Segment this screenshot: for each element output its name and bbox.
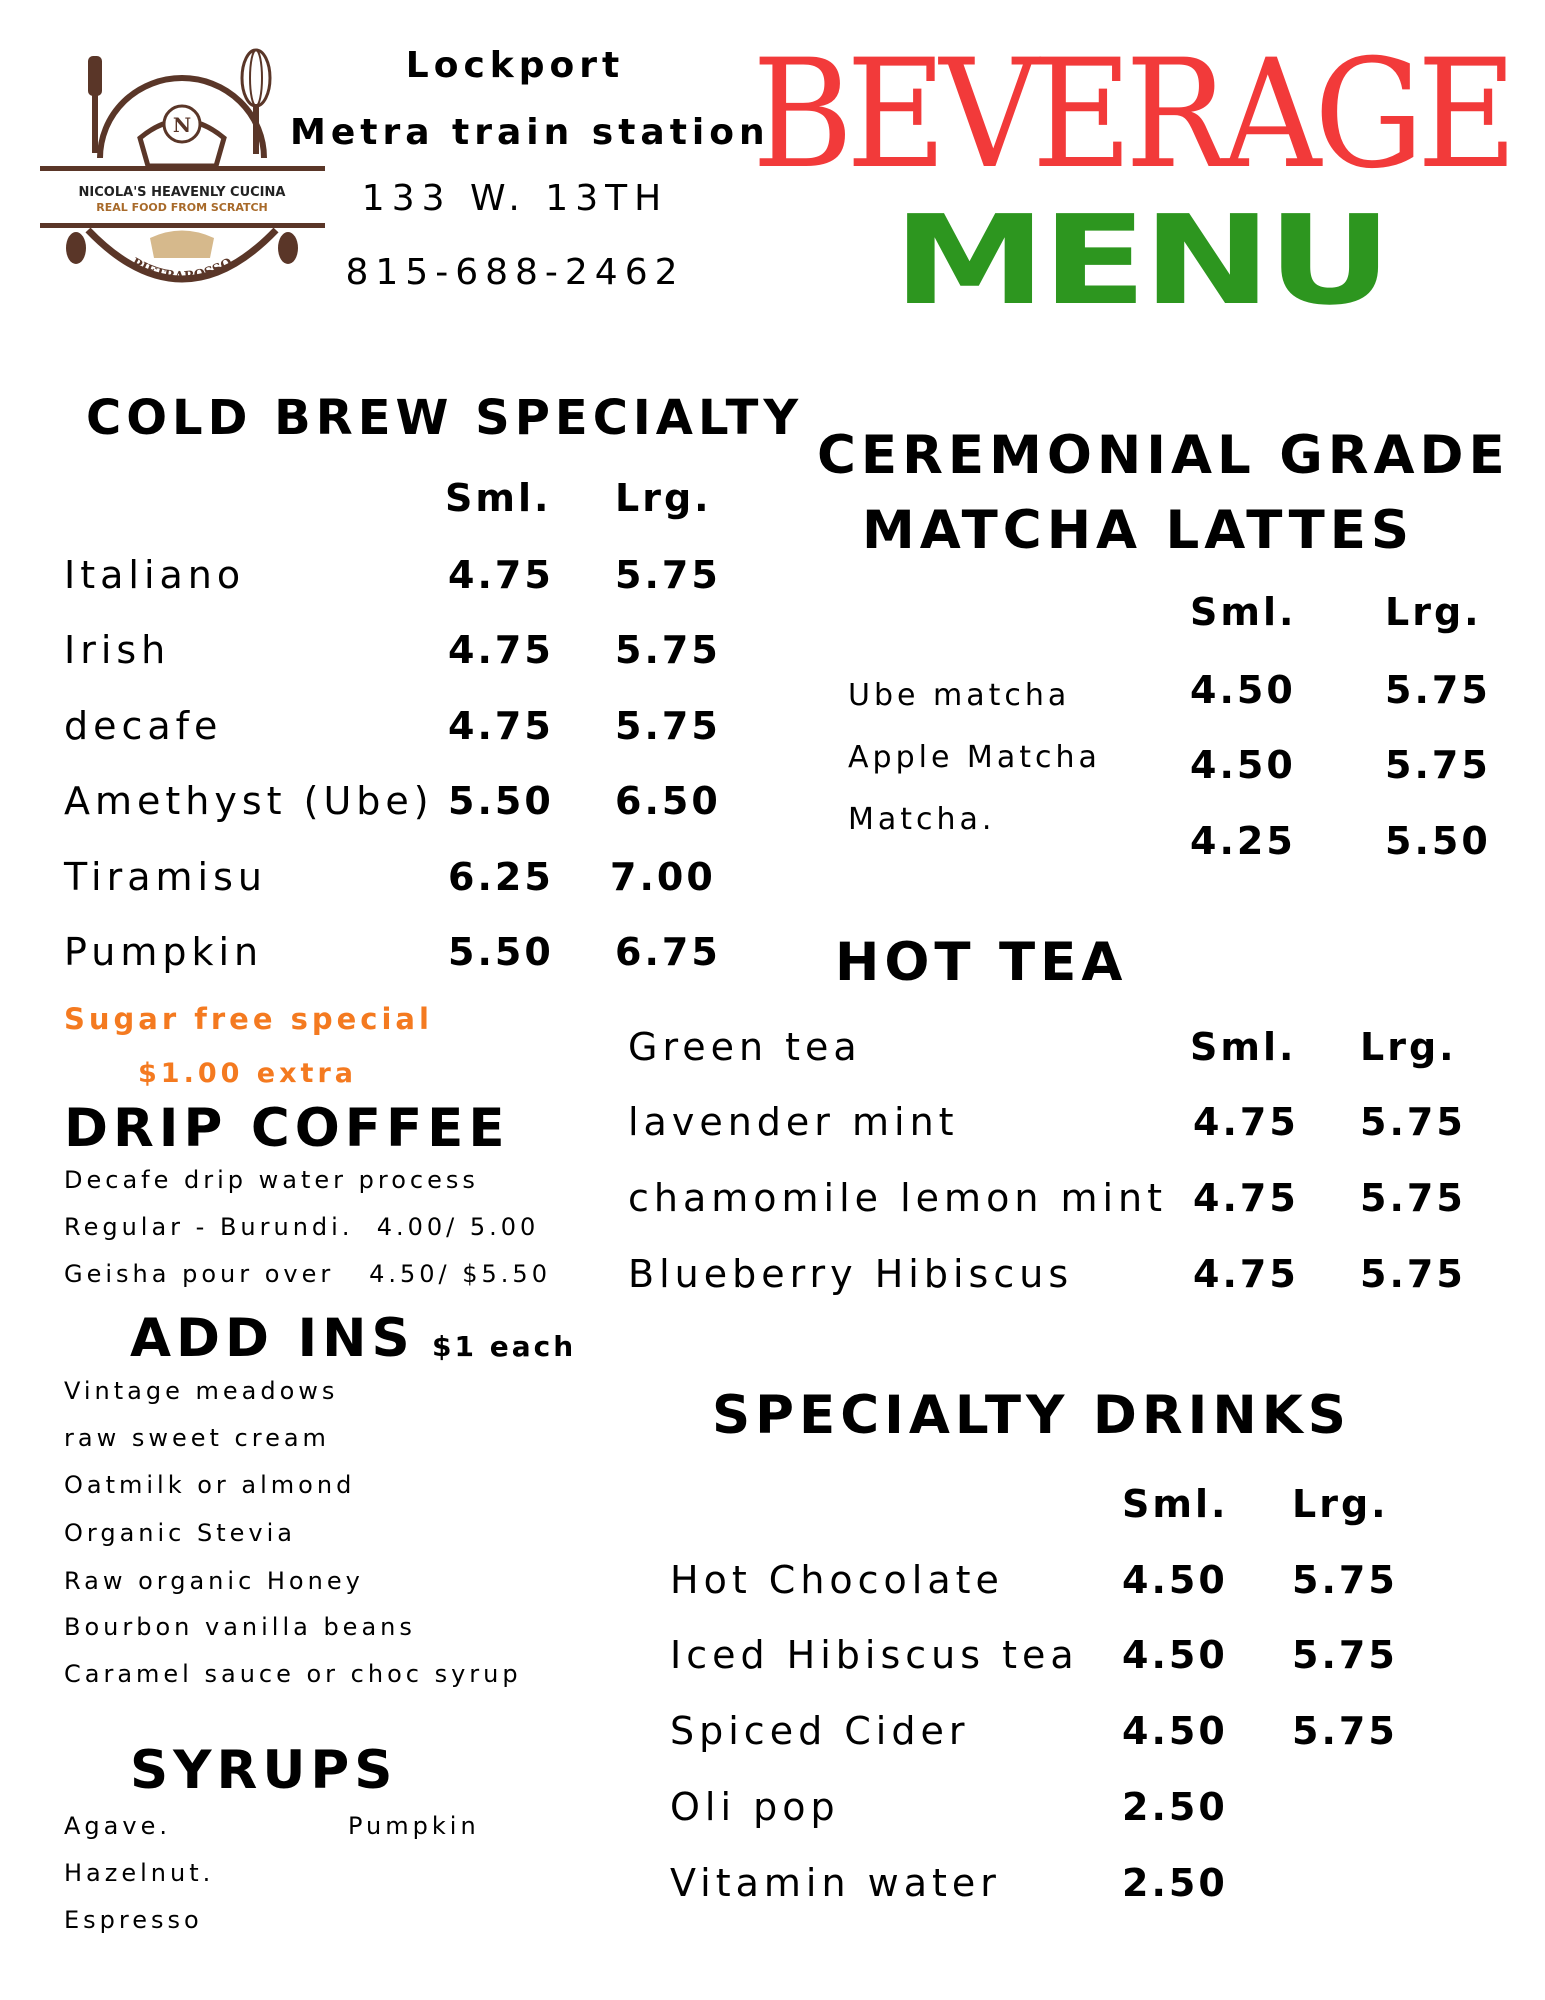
- cold-brew-item-small-price: 6.25: [448, 855, 554, 899]
- specialty-item-large-price: 5.75: [1292, 1709, 1398, 1753]
- specialty-item-name: Oli pop: [670, 1785, 840, 1829]
- cold-brew-item-small-price: 5.50: [448, 779, 554, 823]
- syrup-item: Espresso: [64, 1906, 203, 1934]
- cold-brew-item-name: Amethyst (Ube): [64, 779, 434, 823]
- cold-brew-item-name: decafe: [64, 704, 223, 748]
- specialty-item-large-price: 5.75: [1292, 1558, 1398, 1602]
- hot-tea-item-large-price: 5.75: [1360, 1252, 1466, 1296]
- add-in-item: Caramel sauce or choc syrup: [64, 1660, 522, 1688]
- cold-brew-item-name: Pumpkin: [64, 930, 264, 974]
- cold-brew-item-large-price: 5.75: [615, 704, 721, 748]
- svg-text:PIETRAROSSO: PIETRAROSSO: [128, 255, 236, 285]
- svg-text:NICOLA'S HEAVENLY CUCINA: NICOLA'S HEAVENLY CUCINA: [78, 185, 286, 200]
- add-in-item: Vintage meadows: [64, 1377, 339, 1405]
- sugar-free-special: Sugar free special: [64, 1002, 433, 1036]
- street-address: 133 W. 13TH: [361, 178, 669, 219]
- specialty-item-small-price: 4.50: [1122, 1633, 1228, 1677]
- hot-tea-item-small-price: 4.75: [1193, 1252, 1299, 1296]
- hot-tea-item-name: Blueberry Hibiscus: [628, 1252, 1074, 1296]
- add-in-item: Raw organic Honey: [64, 1567, 364, 1595]
- cold-brew-item-name: Tiramisu: [64, 855, 267, 899]
- add-ins-heading: ADD INS: [130, 1308, 415, 1369]
- hot-tea-item-small-price: 4.75: [1193, 1100, 1299, 1144]
- specialty-item-small-price: 4.50: [1122, 1709, 1228, 1753]
- matcha-item-small-price: 4.50: [1190, 668, 1296, 712]
- add-in-item: Bourbon vanilla beans: [64, 1613, 416, 1641]
- matcha-heading-line2: MATCHA LATTES: [862, 500, 1415, 561]
- location-station: Metra train station: [290, 112, 770, 153]
- cold-brew-item-name: Italiano: [64, 553, 246, 597]
- syrup-item: Agave.: [64, 1812, 171, 1840]
- matcha-item-name: Ube matcha: [848, 678, 1071, 713]
- matcha-item-large-price: 5.75: [1385, 743, 1491, 787]
- cold-brew-item-large-price: 5.75: [615, 628, 721, 672]
- hot-tea-item-name: Green tea: [628, 1025, 862, 1069]
- hot-tea-large-header: Lrg.: [1360, 1025, 1457, 1069]
- matcha-small-header: Sml.: [1190, 590, 1297, 634]
- hot-tea-heading: HOT TEA: [835, 932, 1128, 993]
- drip-coffee-line: Geisha pour over 4.50/ $5.50: [64, 1260, 551, 1288]
- cold-brew-item-large-price: 7.00: [610, 855, 716, 899]
- cold-brew-large-header: Lrg.: [615, 476, 712, 520]
- cold-brew-item-small-price: 4.75: [448, 553, 554, 597]
- matcha-item-small-price: 4.25: [1190, 819, 1296, 863]
- specialty-item-name: Vitamin water: [670, 1861, 1001, 1905]
- hot-tea-small-header: Sml.: [1190, 1025, 1297, 1069]
- syrups-heading: SYRUPS: [130, 1740, 398, 1801]
- add-in-item: raw sweet cream: [64, 1424, 330, 1452]
- cold-brew-heading: COLD BREW SPECIALTY: [86, 390, 804, 446]
- menu-title-menu: MENU: [893, 189, 1388, 333]
- matcha-item-name: Apple Matcha: [848, 740, 1101, 775]
- cold-brew-item-large-price: 6.75: [615, 930, 721, 974]
- hot-tea-item-name: lavender mint: [628, 1100, 959, 1144]
- cold-brew-small-header: Sml.: [445, 476, 552, 520]
- cold-brew-item-name: Irish: [64, 628, 171, 672]
- drip-coffee-line: Regular - Burundi. 4.00/ 5.00: [64, 1213, 540, 1241]
- cold-brew-item-large-price: 6.50: [615, 779, 721, 823]
- specialty-item-small-price: 2.50: [1122, 1785, 1228, 1829]
- specialty-large-header: Lrg.: [1292, 1482, 1389, 1526]
- specialty-item-name: Hot Chocolate: [670, 1558, 1004, 1602]
- syrup-item: Pumpkin: [348, 1812, 480, 1840]
- cold-brew-item-small-price: 5.50: [448, 930, 554, 974]
- matcha-heading-line1: CEREMONIAL GRADE: [817, 425, 1510, 486]
- matcha-item-large-price: 5.50: [1385, 819, 1491, 863]
- add-ins-price-note: $1 each: [432, 1330, 577, 1363]
- drip-coffee-heading: DRIP COFFEE: [64, 1098, 510, 1159]
- hot-tea-item-name: chamomile lemon mint: [628, 1176, 1168, 1220]
- phone-number: 815-688-2462: [345, 252, 685, 293]
- drip-coffee-line: Decafe drip water process: [64, 1166, 479, 1194]
- add-in-item: Oatmilk or almond: [64, 1471, 356, 1499]
- syrup-item: Hazelnut.: [64, 1859, 215, 1887]
- specialty-item-small-price: 4.50: [1122, 1558, 1228, 1602]
- restaurant-logo: [40, 48, 325, 296]
- hot-tea-item-large-price: 5.75: [1360, 1100, 1466, 1144]
- svg-text:REAL FOOD FROM SCRATCH: REAL FOOD FROM SCRATCH: [96, 201, 268, 214]
- menu-title-beverage: BEVERAGE: [752, 28, 1511, 202]
- specialty-drinks-heading: SPECIALTY DRINKS: [712, 1385, 1351, 1446]
- matcha-item-large-price: 5.75: [1385, 668, 1491, 712]
- matcha-large-header: Lrg.: [1385, 590, 1482, 634]
- matcha-item-name: Matcha.: [848, 802, 996, 837]
- cold-brew-item-small-price: 4.75: [448, 628, 554, 672]
- cold-brew-item-large-price: 5.75: [615, 553, 721, 597]
- hot-tea-item-large-price: 5.75: [1360, 1176, 1466, 1220]
- svg-text:N: N: [172, 113, 192, 137]
- sugar-free-extra-price: $1.00 extra: [138, 1058, 357, 1089]
- hot-tea-item-small-price: 4.75: [1193, 1176, 1299, 1220]
- specialty-small-header: Sml.: [1122, 1482, 1229, 1526]
- location-city: Lockport: [405, 45, 625, 86]
- specialty-item-name: Spiced Cider: [670, 1709, 970, 1753]
- add-in-item: Organic Stevia: [64, 1519, 296, 1547]
- specialty-item-small-price: 2.50: [1122, 1861, 1228, 1905]
- specialty-item-name: Iced Hibiscus tea: [670, 1633, 1079, 1677]
- matcha-item-small-price: 4.50: [1190, 743, 1296, 787]
- specialty-item-large-price: 5.75: [1292, 1633, 1398, 1677]
- cold-brew-item-small-price: 4.75: [448, 704, 554, 748]
